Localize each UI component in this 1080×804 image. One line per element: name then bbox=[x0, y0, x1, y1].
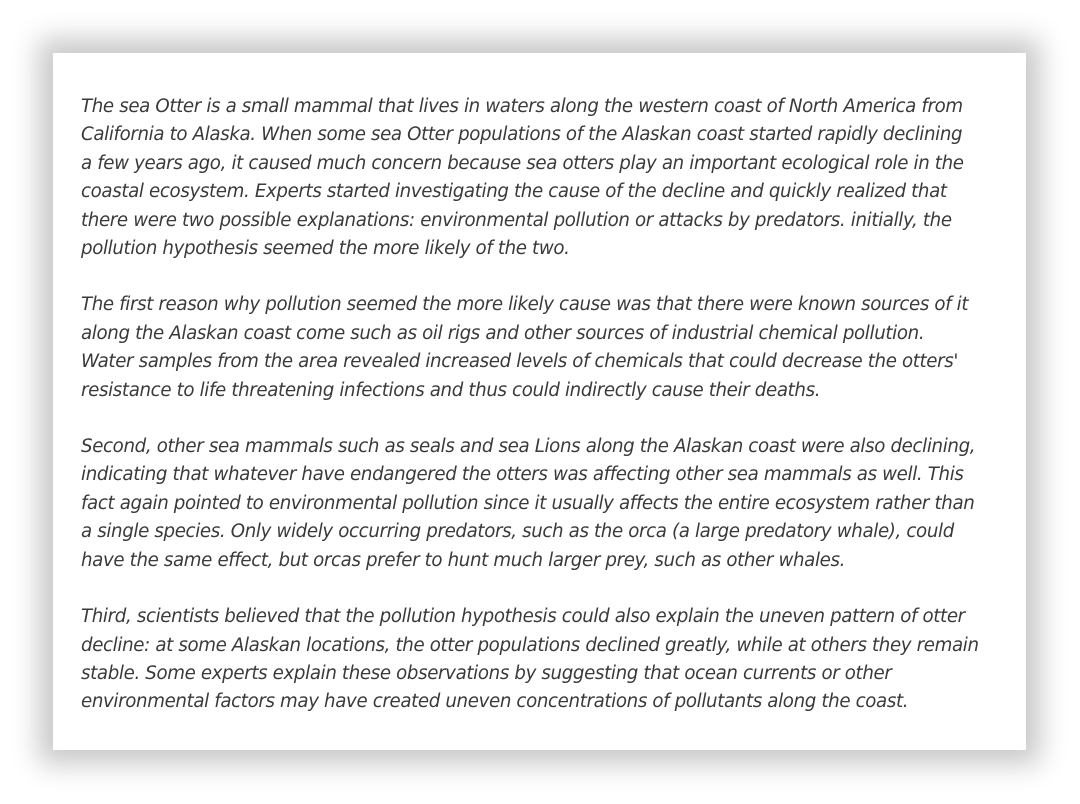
reading-passage-card bbox=[53, 53, 1026, 750]
passage-paragraph-2: The first reason why pollution seemed the more likely cause was that there were known sources of it along the Alaskan coast come such as oil rigs and other sources of industrial chemical pollution. Water samples from the area revealed increased levels of chemicals that could decrease the otters' resistance to life threatening infections and thus could indirectly cause their deaths. bbox=[81, 294, 969, 401]
passage-paragraph-4: Third, scientists believed that the pollution hypothesis could also explain the uneven pattern of otter decline: at some Alaskan locations, the otter populations declined greatly, while at others they remain stable. Some experts explain these observations by suggesting that ocean currents or other environmental factors may have created uneven concentrations of pollutants along the coast. bbox=[81, 606, 979, 713]
passage-paragraph-3: Second, other sea mammals such as seals and sea Lions along the Alaskan coast were also declining, indicating that whatever have endangered the otters was affecting other sea mammals as well. This fact again pointed to environmental pollution since it usually affects the entire ecosystem rather than a single species. Only widely occurring predators, such as the orca (a large predatory whale), could have the same effect, but orcas prefer to hunt much larger prey, such as other whales. bbox=[81, 436, 976, 571]
passage-paragraph-1: The sea Otter is a small mammal that lives in waters along the western coast of North America from California to Alaska. When some sea Otter populations of the Alaskan coast started rapidly declining a few years ago, it caused much concern because sea otters play an important ecological role in the coastal ecosystem. Experts started investigating the cause of the decline and quickly realized that there were two possible explanations: environmental pollution or attacks by predators. initially, the pollution hypothesis seemed the more likely of the two. bbox=[81, 96, 964, 260]
